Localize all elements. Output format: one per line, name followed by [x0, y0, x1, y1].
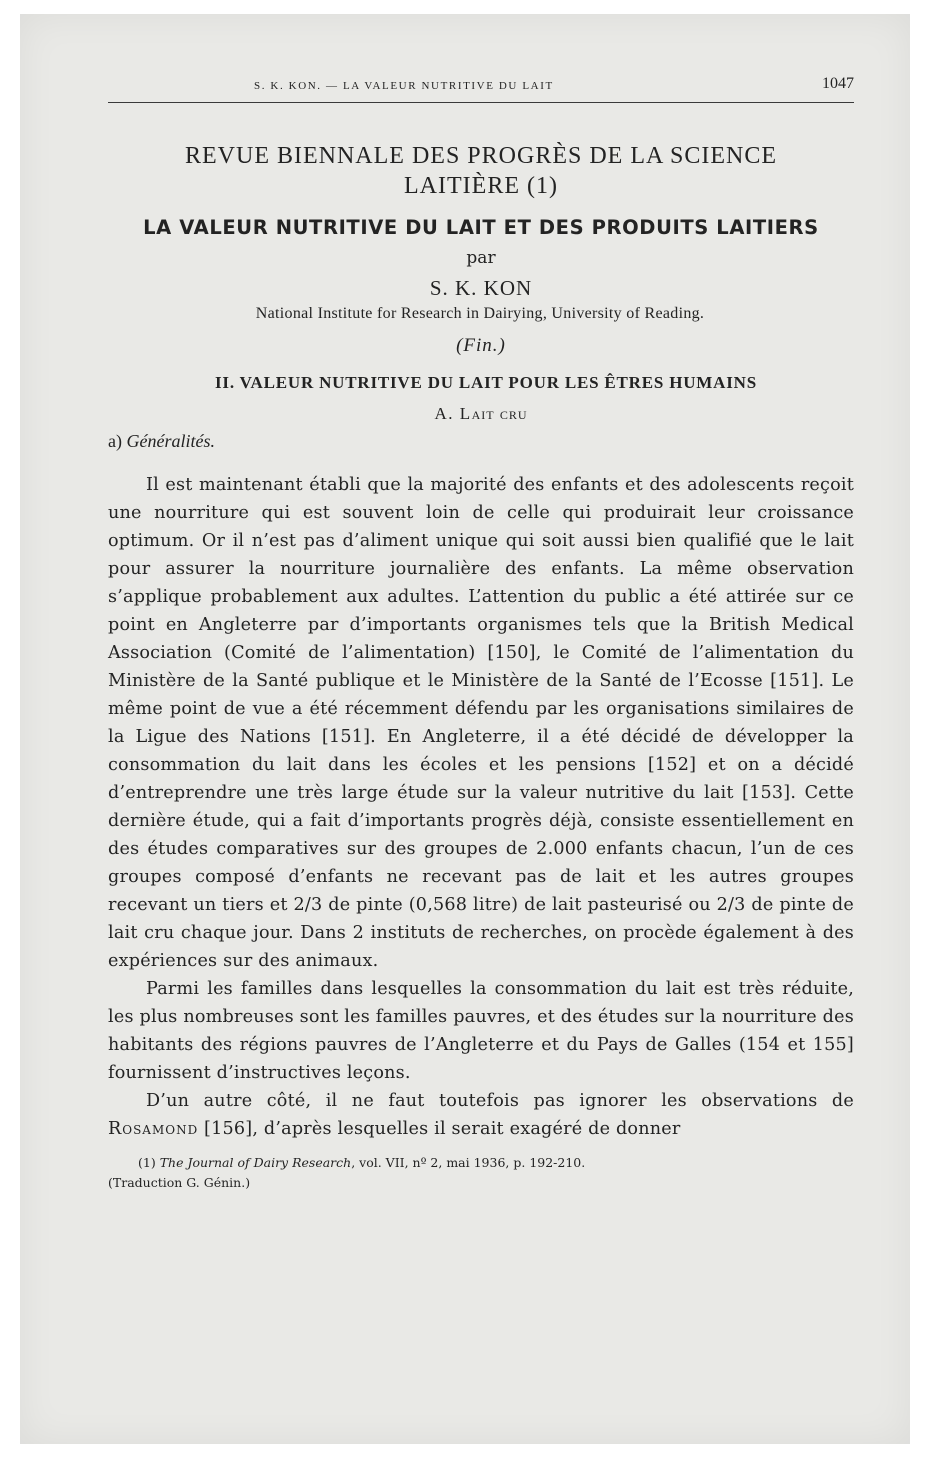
footnotes [108, 1153, 854, 1193]
byline-par: par [466, 248, 496, 268]
running-title: S. K. KON. — LA VALEUR NUTRITIVE DU LAIT [254, 80, 554, 92]
subsection-heading [108, 403, 854, 425]
author-citation-name: Rosamond [108, 1119, 199, 1139]
footnote-translation: (Traduction G. Génin.) [108, 1175, 251, 1190]
body-paragraph-1: Il est maintenant établi que la majorité des enfants et des adolescents reçoit une nourriture qui est souvent loin de celle qui produirait leur croissance optimum. Or il n’est pas d’aliment unique qui soit aussi bien qualifié que le lait pour assurer la nourriture journalière des enfants. La même observation s’applique probablement aux adultes. L’attention du public a été attirée sur ce point en Angleterre par d’importants organismes tels que la British Medical Association (Comité de l’alimentation) [150], le Comité de l’alimentation du Ministère de la Santé publique et le Ministère de la Santé de l’Ecosse [151]. Le même point de vue a été récemment défendu par les organisations similaires de la Ligue des Nations [151]. En Angleterre, il a été décidé de développer la consommation du lait dans les écoles et les pensions [152] et on a décidé d’entreprendre une très large étude sur la valeur nutritive du lait [153]. Cette dernière étude, qui a fait d’importants progrès déjà, consiste essentiellement en des études comparatives sur des groupes de 2.000 enfants chacun, l’un de ces groupes composé d’enfants ne recevant pas de lait et les autres groupes recevant un tiers et 2/3 de pinte (0,568 litre) de lait pasteurisé ou 2/3 de pinte de lait cru chaque jour. Dans 2 instituts de recherches, on procède également à des expériences sur des animaux. [108, 475, 854, 971]
body-paragraph-3-end: [156], d’après lesquelles il serait exagéré de donner [198, 1119, 681, 1139]
author-name: S. K. KON [429, 276, 533, 300]
sub-subsection-heading [108, 429, 854, 453]
sub-subsection-label: a) [108, 431, 127, 451]
running-header [108, 70, 854, 103]
body-paragraph-3 [108, 1087, 854, 1143]
body-paragraph-2: Parmi les familles dans lesquelles la consommation du lait est très réduite, les plus nombreuses sont les familles pauvres, et des études sur la nourriture des habitants des régions pauvres de l’Angleterre et du Pays de Galles (154 et 155] fournissent d’instructives leçons. [108, 979, 854, 1083]
footnote-1-journal: The Journal of Dairy Research [159, 1155, 352, 1170]
footnote-1-marker: (1) [138, 1155, 160, 1170]
footnote-1 [108, 1153, 854, 1173]
body-paragraph-3-start: D’un autre côté, il ne faut toutefois pas ignorer les observations de [146, 1091, 854, 1111]
article-title: LA VALEUR NUTRITIVE DU LAIT ET DES PRODUITS LAITIERS [143, 216, 819, 239]
section-heading: II. VALEUR NUTRITIVE DU LAIT POUR LES ÊTRES HUMAINS [215, 373, 757, 392]
page-number: 1047 [822, 75, 854, 92]
author-affiliation: National Institute for Research in Dairying, University of Reading. [255, 305, 705, 322]
document-page [108, 70, 854, 1193]
series-title: REVUE BIENNALE DES PROGRÈS DE LA SCIENCE LAITIÈRE (1) [184, 143, 777, 199]
subsection-heading-rest: ait cru [471, 404, 528, 423]
footnote-1-details: , vol. VII, nº 2, mai 1936, p. 192-210. [351, 1155, 586, 1170]
continuation-note: (Fin.) [456, 335, 506, 356]
subsection-heading-letter: A. L [434, 404, 472, 423]
sub-subsection-title: Généralités. [126, 431, 215, 451]
